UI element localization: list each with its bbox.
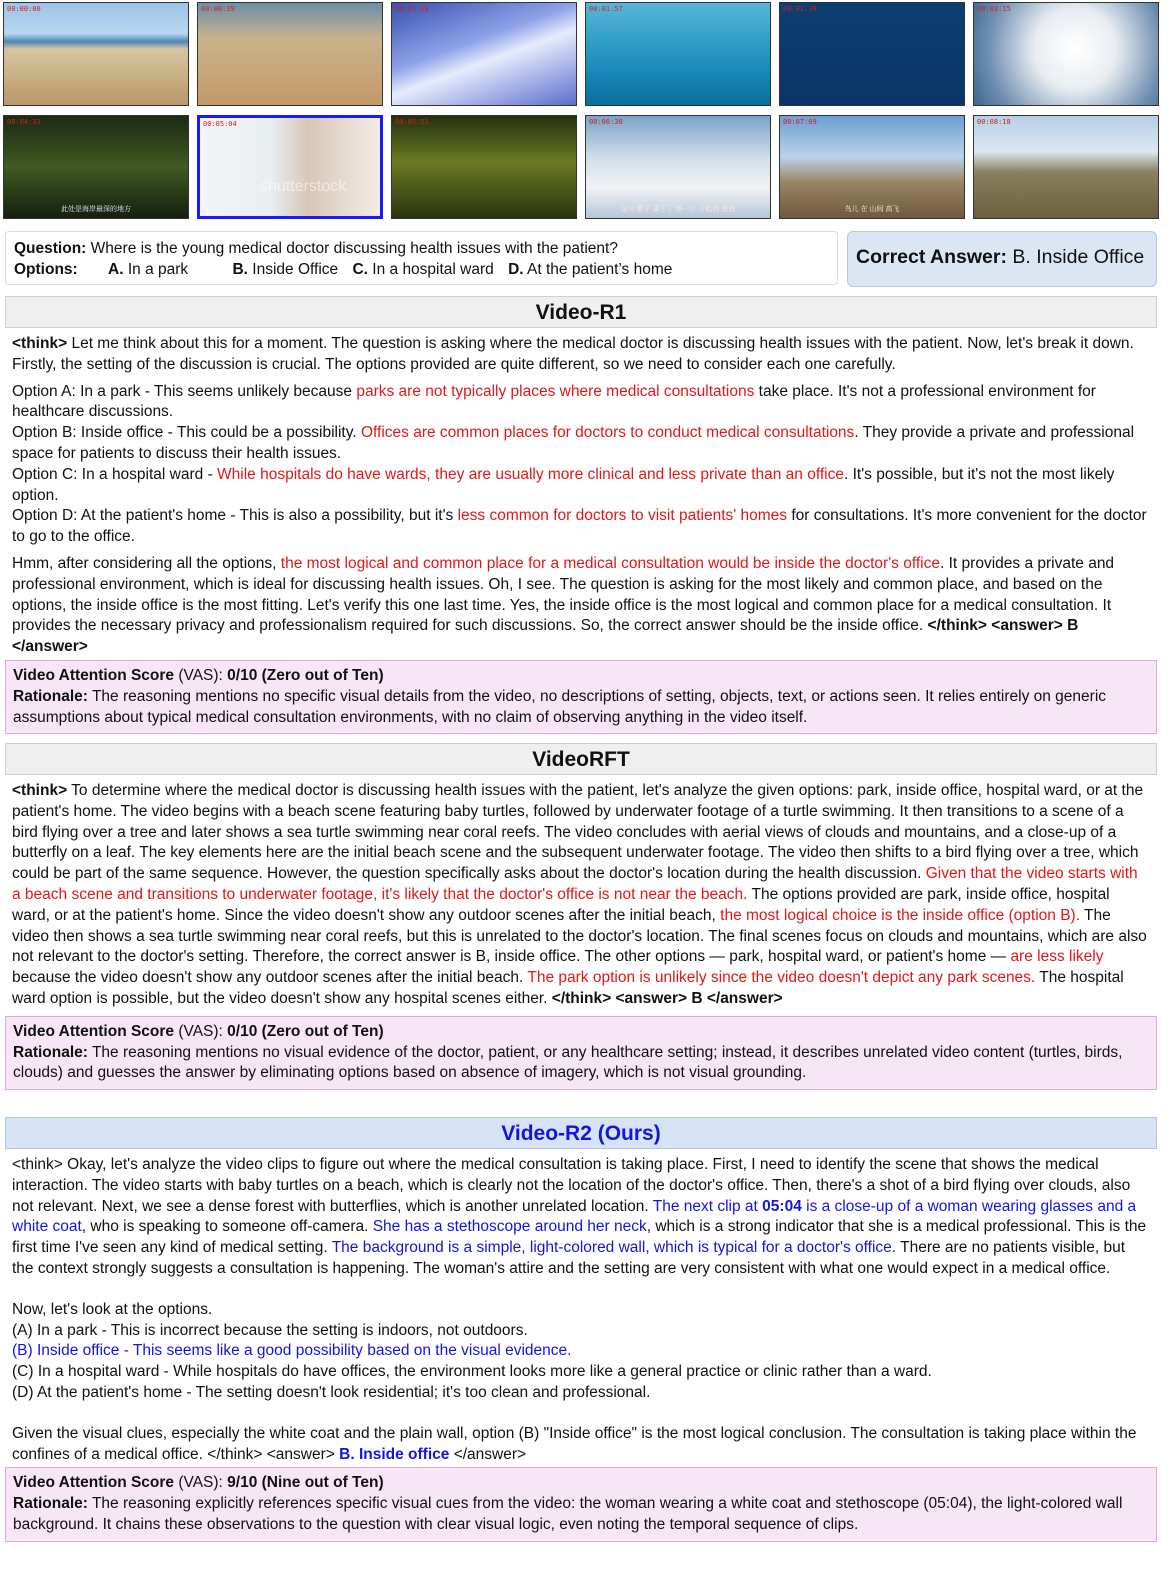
videorft-section bbox=[5, 743, 1157, 1090]
video-r2-section bbox=[5, 1117, 1157, 1542]
vas-rationale: The reasoning mentions no specific visual details from the video, no descriptions of setting, objects, text, or actions seen. It relies entirely on generic assumptions about typical medical consultation environments, with no claim of observing anything in the video itself. bbox=[13, 687, 1107, 726]
video-frame-thumbnail bbox=[3, 2, 189, 106]
frame-timestamp: 00:02:36 bbox=[783, 5, 817, 13]
video-frame-strip bbox=[3, 2, 1161, 219]
video-r1-section bbox=[5, 296, 1157, 734]
section-title-video-r2: Video-R2 (Ours) bbox=[5, 1117, 1157, 1149]
section-title-video-r1: Video-R1 bbox=[5, 296, 1157, 328]
correct-answer-label: Correct Answer: bbox=[856, 246, 1007, 268]
video-frame-thumbnail bbox=[973, 115, 1159, 219]
video-frame-thumbnail bbox=[391, 115, 577, 219]
vas-score: 9/10 (Nine out of Ten) bbox=[227, 1474, 384, 1492]
vas-score: 0/10 (Zero out of Ten) bbox=[227, 666, 384, 684]
vas-rationale: The reasoning mentions no visual evidence of the doctor, patient, or any healthcare setting; instead, it describes unrelated video content (turtles, birds, clouds) and guesses the answer by eliminating options based on absence of imagery, which is not visual grounding. bbox=[13, 1043, 1123, 1082]
option-d: D. At the patient’s home bbox=[508, 261, 673, 278]
section-title-videorft: VideoRFT bbox=[5, 743, 1157, 775]
vas-score: 0/10 (Zero out of Ten) bbox=[227, 1022, 384, 1040]
video-frame-thumbnail bbox=[779, 2, 965, 106]
video-frame-thumbnail bbox=[585, 2, 771, 106]
frame-watermark: shutterstock bbox=[260, 178, 347, 195]
frame-timestamp: 00:06:30 bbox=[589, 118, 623, 126]
option-b: B. Inside Office bbox=[232, 261, 339, 278]
video-r2-reasoning: <think> Okay, let's analyze the video clips to figure out where the medical consultation is taking place. First, I need to identify the scene that shows the medical interaction. The video starts with baby turtles on a beach, which is clearly not the location of the doctor's office. Then, there's a shot of a bird flying over clouds, also not relevant. Next, we see a dense forest with butterflies, which is another unrelated location. The next clip at 05:04 is a close-up of a woman wearing glasses and a white coat, who is speaking to someone off-camera. She has a stethoscope around her neck, which is a strong indicator that she is a medical professional. This is the first time I've seen any kind of medical setting. The background is a simple, light-colored wall, which is typical for a doctor's office. There are no patients visible, but the context strongly suggests a consultation is happening. The woman's attire and the setting are very consistent with what one would expect in a medical office. Now, let's look at the options. (A) In a park - This is incorrect because the setting is indoors, not outdoors. (B) Inside office - This seems like a good possibility based on the visual evidence. (C) In a hospital ward - While hospitals do have offices, the environment looks more like a general practice or clinic rather than a ward. (D) At the patient's home - The setting doesn't look residential; it's too clean and professional. Given the visual clues, especially the white coat and the plain wall, option (B) "Inside office" is the most logical conclusion. The consultation is taking place within the confines of a medical office. </think> <answer> B. Inside office </answer> bbox=[12, 1156, 1147, 1463]
video-frame-thumbnail bbox=[779, 115, 965, 219]
video-frame-thumbnail bbox=[197, 2, 383, 106]
vas-rationale: The reasoning explicitly references specific visual cues from the video: the woman wearing a white coat and stethoscope (05:04), the light-colored wall background. It chains these observations to the question with clear visual logic, even noting the temporal sequence of clips. bbox=[13, 1495, 1123, 1533]
question-text: Where is the young medical doctor discussing health issues with the patient? bbox=[90, 240, 618, 257]
frame-timestamp: 00:00:39 bbox=[201, 5, 235, 13]
video-r1-reasoning: <think> Let me think about this for a moment. The question is asking where the medical doctor is discussing health issues with the patient. Now, let's break it down. Firstly, the setting of the discussion is crucial. The options provided are quite different, so we need to consider each one carefully. Option A: In a park - This seems unlikely because parks are not typically places where medical consultations take place. It's not a professional environment for healthcare discussions. Option B: Inside office - This could be a possibility. Offices are common places for doctors to conduct medical consultations. They provide a private and professional space for patients to discuss their health issues. Option C: In a hospital ward - While hospitals do have wards, they are usually more clinical and less private than an office. It's possible, but it's not the most likely option. Option D: At the patient's home - This is also a possibility, but it's less common for doctors to visit patients' homes for consultations. It's more convenient for the doctor to go to the office. Hmm, after considering all the options, the most logical and common place for a medical consultation would be inside the doctor's office. It provides a private and professional environment, which is ideal for discussing health issues. Oh, I see. The question is asking for the most likely and common place, and based on the options, the inside office is the most fitting. Let's verify this one last time. Yes, the inside office is the most logical and common place for a medical consultation. It provides the necessary privacy and professionalism required for such discussions. So, the correct answer should be the inside office. </think> <answer> B </answer> bbox=[12, 335, 1147, 656]
frame-timestamp: 00:05:04 bbox=[203, 120, 237, 128]
video-frame-thumbnail bbox=[973, 2, 1159, 106]
video-frame-thumbnail bbox=[585, 115, 771, 219]
frame-timestamp: 00:03:15 bbox=[977, 5, 1011, 13]
frame-timestamp: 00:04:33 bbox=[7, 118, 41, 126]
frame-subtitle: 这只 燕子 属于了 第一个 开始的 旅程 bbox=[620, 206, 736, 213]
options-label: Options: bbox=[14, 261, 78, 278]
frame-timestamp: 00:01:18 bbox=[395, 5, 429, 13]
option-a: A. In a park bbox=[108, 261, 189, 278]
video-frame-thumbnail bbox=[391, 2, 577, 106]
question-box bbox=[5, 231, 838, 285]
frame-timestamp: 00:07:09 bbox=[783, 118, 817, 126]
frame-timestamp: 00:08:18 bbox=[977, 118, 1011, 126]
videorft-vas-box: Video Attention Score (VAS): 0/10 (Zero out of Ten) Rationale: The reasoning mentions no visual evidence of the doctor, patient, or any healthcare setting; instead, it describes unrelated video content (turtles, birds, clouds) and guesses the answer by eliminating options based on absence of imagery, which is not visual grounding. bbox=[5, 1016, 1157, 1090]
frame-subtitle: 此处是海岸最深的地方 bbox=[61, 206, 131, 213]
frame-timestamp: 00:01:57 bbox=[589, 5, 623, 13]
video-frame-thumbnail bbox=[3, 115, 189, 219]
frame-timestamp: 00:00:00 bbox=[7, 5, 41, 13]
option-c: C. In a hospital ward bbox=[352, 261, 494, 278]
options-row bbox=[14, 259, 829, 280]
video-frame-thumbnail bbox=[197, 115, 383, 219]
video-r1-vas-box: Video Attention Score (VAS): 0/10 (Zero out of Ten) Rationale: The reasoning mentions no specific visual details from the video, no descriptions of setting, objects, text, or actions seen. It relies entirely on generic assumptions about typical medical consultation environments, with no claim of observing anything in the video itself. bbox=[5, 660, 1157, 734]
videorft-reasoning: <think> To determine where the medical doctor is discussing health issues with the patient, let's analyze the given options: park, inside office, hospital ward, or at the patient's home. The video begins with a beach scene featuring baby turtles, followed by underwater footage of a turtle swimming. It then transitions to a scene of a bird flying over a tree and later shows a sea turtle swimming near coral reefs. The video concludes with aerial views of clouds and mountains, and a close-up of a butterfly on a leaf. The key elements here are the initial beach scene and the subsequent underwater footage. The video then shifts to a bird flying over a tree, which could be part of the same sequence. However, the question specifically asks about the doctor's location during the health discussion. Given that the video starts with a beach scene and transitions to underwater footage, it's likely that the doctor's office is not near the beach. The options provided are park, inside office, hospital ward, or at the patient's home. Since the video doesn't show any outdoor scenes after the initial beach, the most logical choice is the inside office (option B). The video then shows a sea turtle swimming near coral reefs, but this is unrelated to the doctor's location. The final scenes focus on clouds and mountains, which are also not relevant to the doctor's setting. Therefore, the correct answer is B, inside office. The other options — park, hospital ward, or patient's home — are less likely because the video doesn't show any outdoor scenes after the initial beach. The park option is unlikely since the video doesn't depict any park scenes. The hospital ward option is possible, but the video doesn't show any hospital scenes either. </think> <answer> B </answer> bbox=[12, 782, 1147, 1007]
question-label: Question: bbox=[14, 240, 87, 257]
video-r2-vas-box: Video Attention Score (VAS): 9/10 (Nine out of Ten) Rationale: The reasoning explicitly references specific visual cues from the video: the woman wearing a white coat and stethoscope (05:04), the light-colored wall background. It chains these observations to the question with clear visual logic, even noting the temporal sequence of clips. bbox=[5, 1467, 1157, 1541]
frame-timestamp: 00:05:51 bbox=[395, 118, 429, 126]
correct-answer-text: B. Inside Office bbox=[1012, 246, 1145, 268]
correct-answer-box bbox=[847, 231, 1157, 287]
frame-subtitle: 鸟儿 在 山间 高飞 bbox=[844, 206, 900, 213]
